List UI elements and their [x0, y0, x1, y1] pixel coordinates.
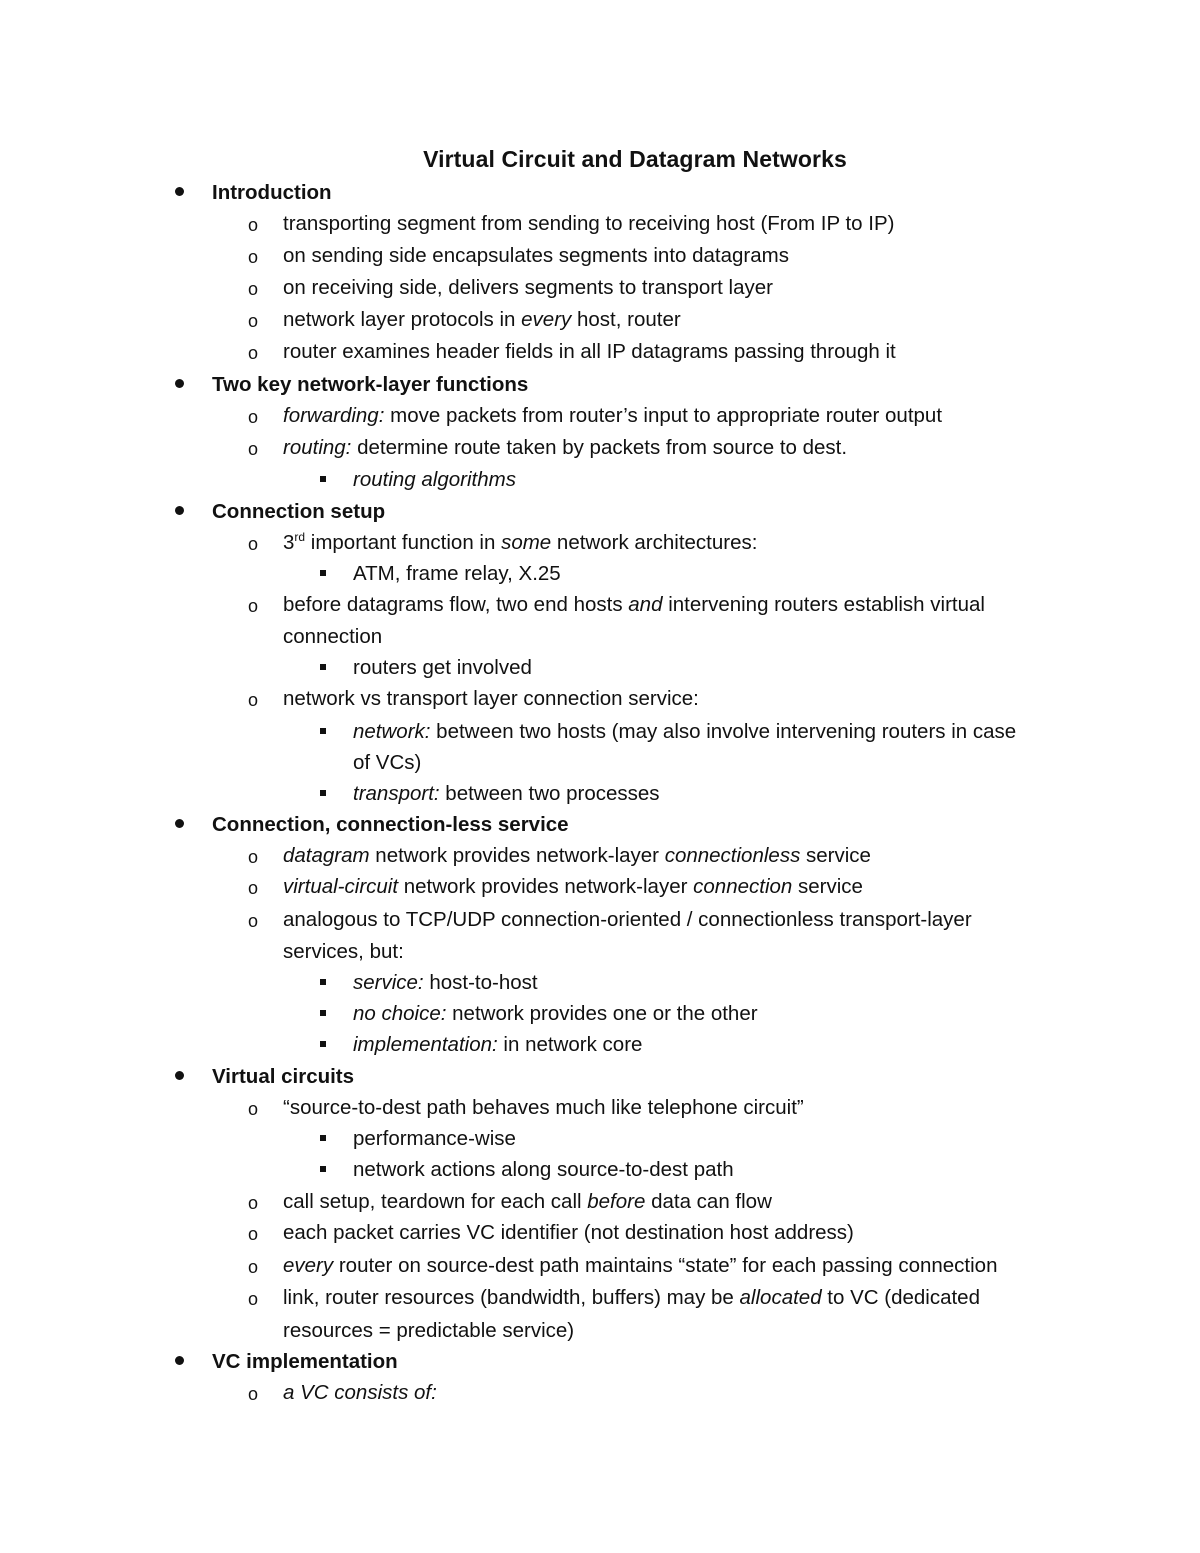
- circle-bullet-icon: o: [248, 407, 259, 427]
- list-item: “source-to-dest path behaves much like telephone circuit”: [283, 1096, 804, 1119]
- circle-bullet-icon: o: [248, 343, 259, 363]
- circle-bullet-icon: o: [248, 247, 259, 267]
- square-bullet-icon: [320, 476, 326, 482]
- circle-bullet-icon: o: [248, 847, 259, 867]
- list-item: 3rd important function in some network architectures:: [283, 530, 758, 554]
- list-item: routers get involved: [353, 656, 532, 679]
- list-item: link, router resources (bandwidth, buffers) may be allocated to VC (dedicated: [283, 1286, 980, 1309]
- section-heading: Introduction: [212, 181, 332, 204]
- circle-bullet-icon: o: [248, 596, 259, 616]
- circle-bullet-icon: o: [248, 279, 259, 299]
- circle-bullet-icon: o: [248, 878, 259, 898]
- circle-bullet-icon: o: [248, 1193, 259, 1213]
- circle-bullet-icon: o: [248, 690, 259, 710]
- square-bullet-icon: [320, 1041, 326, 1047]
- list-item-continuation: resources = predictable service): [283, 1319, 575, 1342]
- bullet-dot-icon: [175, 187, 184, 196]
- square-bullet-icon: [320, 570, 326, 576]
- circle-bullet-icon: o: [248, 1384, 259, 1404]
- list-item: virtual-circuit network provides network-layer connection service: [283, 875, 863, 898]
- square-bullet-icon: [320, 790, 326, 796]
- page-title: Virtual Circuit and Datagram Networks: [423, 146, 847, 172]
- list-item: routing: determine route taken by packets from source to dest.: [283, 436, 848, 459]
- square-bullet-icon: [320, 1135, 326, 1141]
- list-item: ATM, frame relay, X.25: [353, 562, 561, 585]
- list-item: network: between two hosts (may also involve intervening routers in case: [353, 720, 1017, 743]
- list-item: before datagrams flow, two end hosts and intervening routers establish virtual: [283, 593, 985, 616]
- list-item: transport: between two processes: [353, 782, 660, 805]
- circle-bullet-icon: o: [248, 1224, 259, 1244]
- circle-bullet-icon: o: [248, 911, 259, 931]
- list-item: routing algorithms: [353, 468, 516, 491]
- list-item: each packet carries VC identifier (not destination host address): [283, 1221, 854, 1244]
- list-item: implementation: in network core: [353, 1033, 643, 1056]
- list-item-continuation: of VCs): [353, 751, 422, 774]
- list-item: transporting segment from sending to receiving host (From IP to IP): [283, 212, 895, 235]
- bullet-dot-icon: [175, 1356, 184, 1365]
- list-item: network layer protocols in every host, router: [283, 308, 681, 331]
- list-item: call setup, teardown for each call before data can flow: [283, 1190, 772, 1213]
- list-item: network actions along source-to-dest path: [353, 1158, 734, 1181]
- circle-bullet-icon: o: [248, 311, 259, 331]
- section-heading: Connection setup: [212, 500, 386, 523]
- list-item: performance-wise: [353, 1127, 516, 1150]
- square-bullet-icon: [320, 664, 326, 670]
- list-item: a VC consists of:: [283, 1381, 437, 1404]
- square-bullet-icon: [320, 979, 326, 985]
- list-item: every router on source-dest path maintains “state” for each passing connection: [283, 1254, 998, 1277]
- bullet-dot-icon: [175, 379, 184, 388]
- bullet-dot-icon: [175, 1071, 184, 1080]
- list-item: on receiving side, delivers segments to transport layer: [283, 276, 773, 299]
- list-item: service: host-to-host: [353, 971, 538, 994]
- circle-bullet-icon: o: [248, 534, 259, 554]
- circle-bullet-icon: o: [248, 215, 259, 235]
- list-item: no choice: network provides one or the other: [353, 1002, 758, 1025]
- section-heading: Two key network-layer functions: [212, 373, 529, 396]
- list-item: router examines header fields in all IP datagrams passing through it: [283, 340, 896, 363]
- bullet-dot-icon: [175, 506, 184, 515]
- circle-bullet-icon: o: [248, 1257, 259, 1277]
- list-item-continuation: services, but:: [283, 940, 404, 963]
- list-item-continuation: connection: [283, 625, 383, 648]
- circle-bullet-icon: o: [248, 1289, 259, 1309]
- circle-bullet-icon: o: [248, 1099, 259, 1119]
- list-item: analogous to TCP/UDP connection-oriented / connectionless transport-layer: [283, 908, 972, 931]
- circle-bullet-icon: o: [248, 439, 259, 459]
- bullet-dot-icon: [175, 819, 184, 828]
- list-item: on sending side encapsulates segments into datagrams: [283, 244, 789, 267]
- section-heading: Virtual circuits: [212, 1065, 355, 1088]
- section-heading: Connection, connection-less service: [212, 813, 569, 836]
- list-item: datagram network provides network-layer connectionless service: [283, 844, 871, 867]
- section-heading: VC implementation: [212, 1350, 398, 1373]
- list-item: forwarding: move packets from router’s input to appropriate router output: [283, 404, 943, 427]
- list-item: network vs transport layer connection service:: [283, 687, 699, 710]
- square-bullet-icon: [320, 1166, 326, 1172]
- square-bullet-icon: [320, 728, 326, 734]
- square-bullet-icon: [320, 1010, 326, 1016]
